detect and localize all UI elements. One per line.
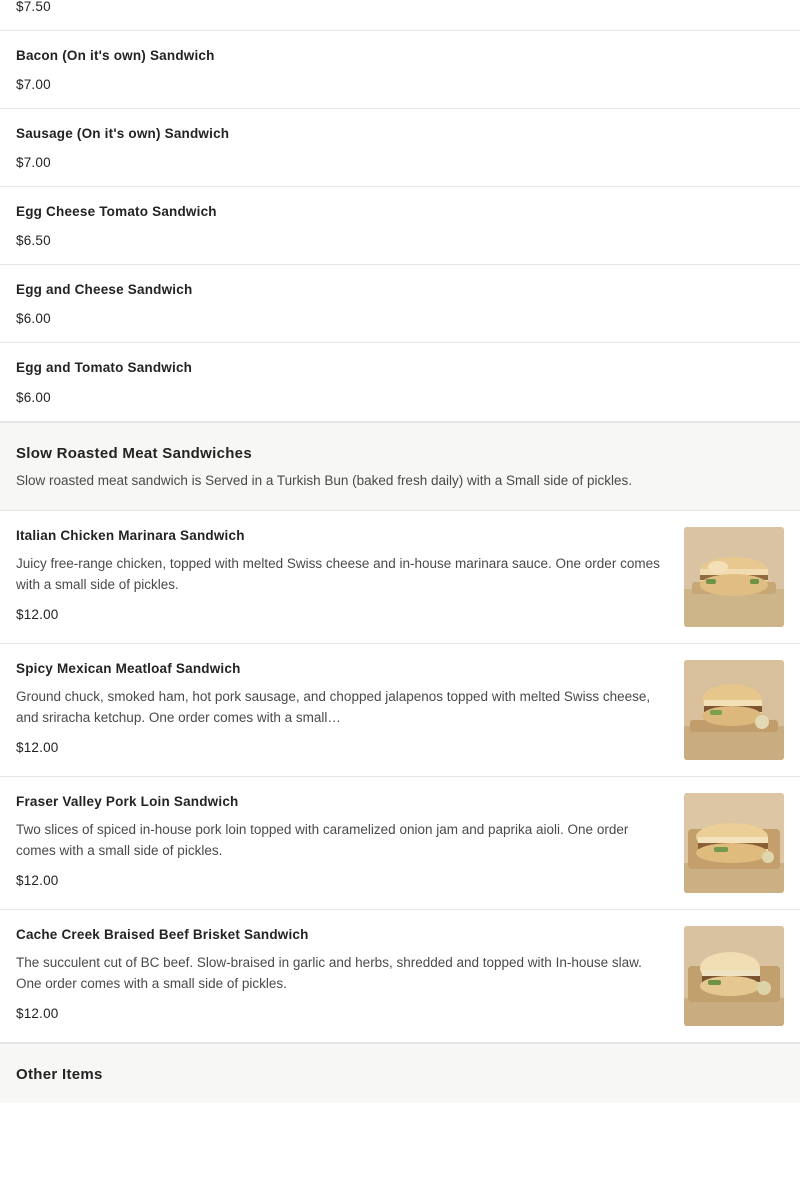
menu-item-main <box>16 203 784 248</box>
item-name: Italian Chicken Marinara Sandwich <box>16 528 245 544</box>
menu-item[interactable] <box>0 511 800 644</box>
item-price: $7.00 <box>16 154 51 170</box>
item-description: The succulent cut of BC beef. Slow-braised in garlic and herbs, shredded and topped with In-house slaw. One order comes with a small side of pickles. <box>16 955 642 991</box>
menu-item[interactable] <box>0 109 800 187</box>
item-price: $7.50 <box>16 0 51 14</box>
menu-item[interactable] <box>0 343 800 421</box>
menu-item-main <box>16 281 784 326</box>
menu-item-main <box>16 793 684 888</box>
item-name: Cache Creek Braised Beef Brisket Sandwich <box>16 927 309 943</box>
item-name: Sausage (On it's own) Sandwich <box>16 125 230 141</box>
menu-item[interactable] <box>0 777 800 910</box>
item-description: Two slices of spiced in-house pork loin topped with caramelized onion jam and paprika aioli. One order comes with a small side of pickles. <box>16 822 629 858</box>
item-name: Fraser Valley Pork Loin Sandwich <box>16 794 239 810</box>
menu-item[interactable] <box>0 187 800 265</box>
item-name: Bacon (On it's own) Sandwich <box>16 47 215 63</box>
menu-item-main <box>16 359 784 404</box>
menu-item-main <box>16 527 684 622</box>
menu-item[interactable] <box>0 31 800 109</box>
item-price: $6.00 <box>16 389 51 405</box>
menu-item[interactable] <box>0 910 800 1043</box>
menu-item-main <box>16 926 684 1021</box>
item-description: Ground chuck, smoked ham, hot pork sausage, and chopped jalapenos topped with melted Swiss cheese, and sriracha ketchup. One order comes with a small… <box>16 689 651 725</box>
item-price: $6.00 <box>16 311 51 327</box>
item-name: Egg and Tomato Sandwich <box>16 360 193 376</box>
sandwich-photo[interactable] <box>684 793 784 893</box>
item-price: $6.50 <box>16 233 51 249</box>
section-title: Slow Roasted Meat Sandwiches <box>16 444 252 462</box>
menu-item[interactable] <box>0 644 800 777</box>
menu-item[interactable] <box>0 265 800 343</box>
section-subtitle: Slow roasted meat sandwich is Served in a Turkish Bun (baked fresh daily) with a Small side of pickles. <box>16 472 633 488</box>
item-price: $12.00 <box>16 872 59 888</box>
section-header-slow-roasted-meat-sandwiches <box>0 422 800 512</box>
item-price: $7.00 <box>16 76 51 92</box>
sandwich-photo[interactable] <box>684 926 784 1026</box>
item-name: Egg Cheese Tomato Sandwich <box>16 203 217 219</box>
menu-item-partial[interactable] <box>0 0 800 31</box>
item-price: $12.00 <box>16 606 59 622</box>
item-price: $12.00 <box>16 739 59 755</box>
menu-item-main <box>16 47 784 92</box>
sandwich-photo[interactable] <box>684 527 784 627</box>
item-price: $12.00 <box>16 1005 59 1021</box>
section-header-other-items <box>0 1043 800 1103</box>
item-name: Spicy Mexican Meatloaf Sandwich <box>16 661 241 677</box>
sandwich-photo[interactable] <box>684 660 784 760</box>
item-description: Juicy free-range chicken, topped with melted Swiss cheese and in-house marinara sauce. One order comes with a small side of pickles. <box>16 556 660 592</box>
menu-item-main <box>16 660 684 755</box>
menu-item-main <box>16 125 784 170</box>
section-title: Other Items <box>16 1066 103 1084</box>
item-name: Egg and Cheese Sandwich <box>16 282 193 298</box>
